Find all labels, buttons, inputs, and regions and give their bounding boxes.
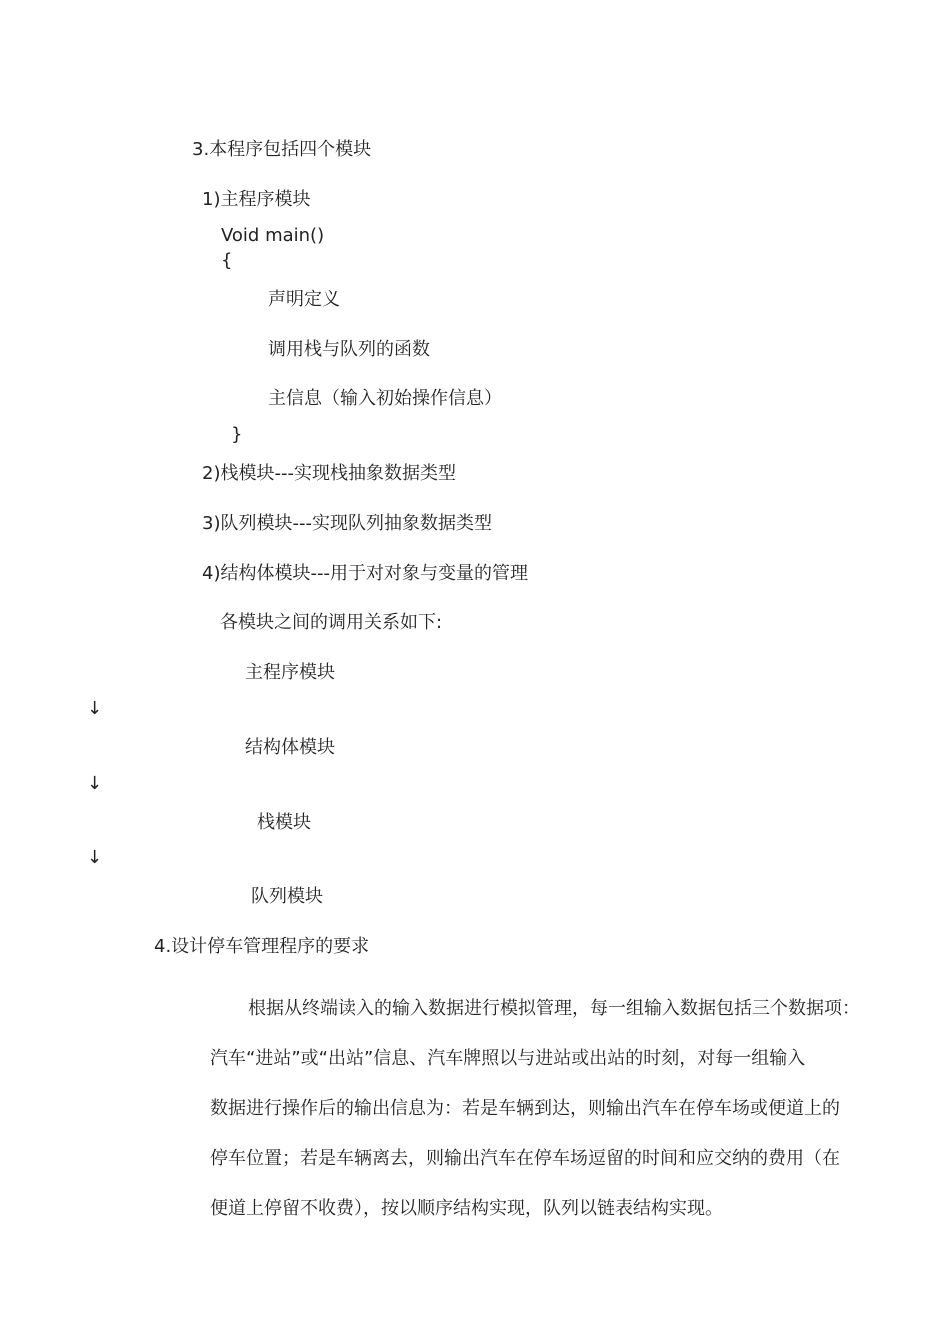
paragraph-line: 便道上停留不收费），按以顺序结构实现，队列以链表结构实现。	[210, 1198, 723, 1219]
relation-intro: 各模块之间的调用关系如下:	[220, 612, 443, 633]
module-item-main: 1)主程序模块	[202, 189, 311, 210]
flow-module: 栈模块	[257, 812, 311, 833]
code-close-brace: }	[231, 424, 243, 445]
requirements-paragraph	[210, 984, 910, 1234]
down-arrow-icon: ↓	[87, 773, 103, 794]
module-item-struct: 4)结构体模块---用于对对象与变量的管理	[202, 563, 528, 584]
code-line: 主信息（输入初始操作信息）	[268, 388, 502, 409]
flow-module: 结构体模块	[245, 737, 335, 758]
down-arrow-icon: ↓	[87, 698, 103, 719]
section-3-heading: 3.本程序包括四个模块	[192, 139, 372, 160]
code-line: 调用栈与队列的函数	[268, 339, 430, 360]
flow-module: 队列模块	[251, 886, 323, 907]
code-line: 声明定义	[268, 289, 340, 310]
paragraph-line: 停车位置；若是车辆离去，则输出汽车在停车场逗留的时间和应交纳的费用（在	[210, 1148, 840, 1169]
paragraph-line: 根据从终端读入的输入数据进行模拟管理，每一组输入数据包括三个数据项：	[248, 998, 860, 1019]
module-item-stack: 2)栈模块---实现栈抽象数据类型	[202, 463, 456, 484]
paragraph-line: 数据进行操作后的输出信息为：若是车辆到达，则输出汽车在停车场或便道上的	[210, 1098, 840, 1119]
module-item-queue: 3)队列模块---实现队列抽象数据类型	[202, 513, 492, 534]
code-signature: Void main()	[221, 225, 325, 246]
code-open-brace: {	[221, 250, 233, 271]
paragraph-line: 汽车“进站”或“出站”信息、汽车牌照以与进站或出站的时刻，对每一组输入	[210, 1048, 806, 1069]
flow-module: 主程序模块	[245, 662, 335, 683]
down-arrow-icon: ↓	[87, 847, 103, 868]
section-4-heading: 4.设计停车管理程序的要求	[154, 936, 370, 957]
